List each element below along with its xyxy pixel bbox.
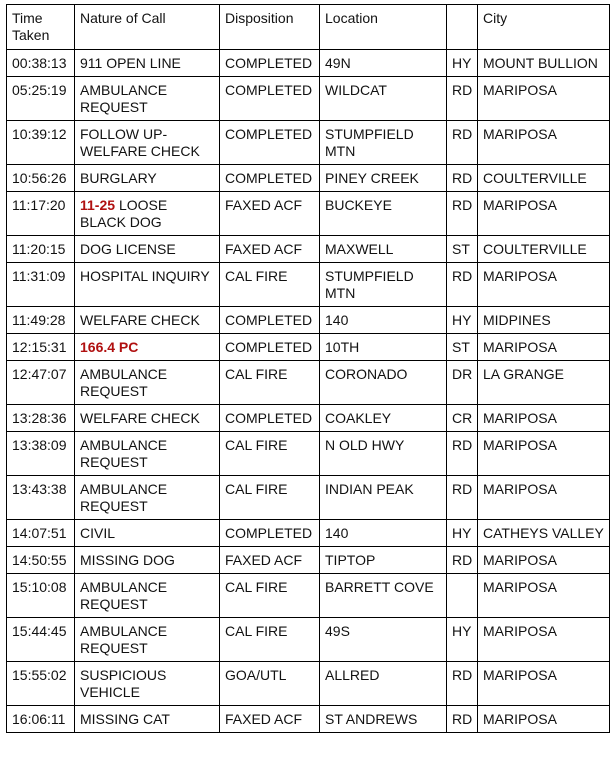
city-cell: MARIPOSA — [478, 121, 610, 165]
location-cell: STUMPFIELD MTN — [320, 121, 447, 165]
city-cell: LA GRANGE — [478, 361, 610, 405]
time-cell: 14:50:55 — [7, 547, 75, 574]
nature-text: AMBULANCE REQUEST — [80, 366, 168, 399]
city-cell: MARIPOSA — [478, 574, 610, 618]
time-cell: 15:55:02 — [7, 662, 75, 706]
location-cell: ST ANDREWS — [320, 706, 447, 733]
disposition-cell: FAXED ACF — [220, 706, 320, 733]
location-cell: PINEY CREEK — [320, 165, 447, 192]
city-cell: COULTERVILLE — [478, 165, 610, 192]
time-cell: 10:56:26 — [7, 165, 75, 192]
suffix-cell: HY — [447, 618, 478, 662]
nature-cell — [75, 662, 220, 706]
table-row — [7, 405, 610, 432]
location-cell: MAXWELL — [320, 236, 447, 263]
nature-text: AMBULANCE REQUEST — [80, 481, 168, 514]
location-cell: INDIAN PEAK — [320, 476, 447, 520]
city-cell: MARIPOSA — [478, 432, 610, 476]
time-cell: 11:17:20 — [7, 192, 75, 236]
time-cell: 13:38:09 — [7, 432, 75, 476]
location-cell: TIPTOP — [320, 547, 447, 574]
location-cell: 49N — [320, 50, 447, 77]
nature-text: AMBULANCE REQUEST — [80, 82, 168, 115]
disposition-cell: COMPLETED — [220, 405, 320, 432]
disposition-cell: COMPLETED — [220, 50, 320, 77]
city-cell: MIDPINES — [478, 307, 610, 334]
nature-cell — [75, 50, 220, 77]
time-cell: 11:49:28 — [7, 307, 75, 334]
suffix-cell: RD — [447, 192, 478, 236]
city-cell: COULTERVILLE — [478, 236, 610, 263]
nature-text: LOOSE BLACK DOG — [80, 197, 168, 230]
table-row — [7, 547, 610, 574]
city-cell: MARIPOSA — [478, 405, 610, 432]
city-cell: MARIPOSA — [478, 547, 610, 574]
nature-cell — [75, 476, 220, 520]
city-cell: MARIPOSA — [478, 77, 610, 121]
location-cell: COAKLEY — [320, 405, 447, 432]
table-row — [7, 334, 610, 361]
nature-cell — [75, 236, 220, 263]
nature-text: BURGLARY — [80, 170, 157, 186]
table-row — [7, 307, 610, 334]
suffix-cell: RD — [447, 263, 478, 307]
nature-text: DOG LICENSE — [80, 241, 176, 257]
suffix-cell: CR — [447, 405, 478, 432]
nature-cell — [75, 574, 220, 618]
header-suffix — [447, 5, 478, 50]
city-cell: MARIPOSA — [478, 263, 610, 307]
city-cell: MARIPOSA — [478, 334, 610, 361]
nature-cell — [75, 706, 220, 733]
table-row — [7, 77, 610, 121]
disposition-cell: FAXED ACF — [220, 192, 320, 236]
code-label: 11-25 — [80, 197, 116, 213]
nature-cell — [75, 263, 220, 307]
table-row — [7, 121, 610, 165]
nature-text: WELFARE CHECK — [80, 410, 200, 426]
city-cell: MARIPOSA — [478, 618, 610, 662]
nature-text: AMBULANCE REQUEST — [80, 579, 168, 612]
suffix-cell: RD — [447, 547, 478, 574]
nature-cell — [75, 307, 220, 334]
time-cell: 05:25:19 — [7, 77, 75, 121]
table-row — [7, 361, 610, 405]
nature-cell — [75, 361, 220, 405]
nature-cell — [75, 334, 220, 361]
time-cell: 11:20:15 — [7, 236, 75, 263]
city-cell: CATHEYS VALLEY — [478, 520, 610, 547]
nature-cell — [75, 165, 220, 192]
location-cell: 140 — [320, 520, 447, 547]
header-location: Location — [320, 5, 447, 50]
city-cell: MARIPOSA — [478, 476, 610, 520]
suffix-cell: RD — [447, 662, 478, 706]
table-row — [7, 520, 610, 547]
disposition-cell: CAL FIRE — [220, 574, 320, 618]
location-cell: WILDCAT — [320, 77, 447, 121]
nature-cell — [75, 432, 220, 476]
suffix-cell: HY — [447, 307, 478, 334]
nature-cell — [75, 121, 220, 165]
location-cell: 49S — [320, 618, 447, 662]
location-cell: 10TH — [320, 334, 447, 361]
header-row — [7, 5, 610, 50]
time-cell: 12:47:07 — [7, 361, 75, 405]
nature-cell — [75, 405, 220, 432]
nature-text: AMBULANCE REQUEST — [80, 623, 168, 656]
time-cell: 12:15:31 — [7, 334, 75, 361]
call-log-table — [6, 4, 610, 733]
table-row — [7, 706, 610, 733]
disposition-cell: FAXED ACF — [220, 547, 320, 574]
suffix-cell — [447, 574, 478, 618]
time-cell: 13:43:38 — [7, 476, 75, 520]
time-cell: 15:10:08 — [7, 574, 75, 618]
location-cell: 140 — [320, 307, 447, 334]
location-cell: BUCKEYE — [320, 192, 447, 236]
table-row — [7, 476, 610, 520]
code-label: 166.4 PC — [80, 339, 139, 355]
suffix-cell: HY — [447, 50, 478, 77]
table-row — [7, 618, 610, 662]
city-cell: MARIPOSA — [478, 706, 610, 733]
location-cell: CORONADO — [320, 361, 447, 405]
disposition-cell: CAL FIRE — [220, 432, 320, 476]
time-cell: 15:44:45 — [7, 618, 75, 662]
nature-text: SUSPICIOUS VEHICLE — [80, 667, 167, 700]
suffix-cell: RD — [447, 432, 478, 476]
table-row — [7, 662, 610, 706]
table-row — [7, 574, 610, 618]
nature-text: MISSING CAT — [80, 711, 170, 727]
nature-cell — [75, 618, 220, 662]
nature-text: MISSING DOG — [80, 552, 175, 568]
nature-text: HOSPITAL INQUIRY — [80, 268, 210, 284]
location-cell: STUMPFIELD MTN — [320, 263, 447, 307]
disposition-cell: COMPLETED — [220, 307, 320, 334]
nature-text: WELFARE CHECK — [80, 312, 200, 328]
disposition-cell: COMPLETED — [220, 334, 320, 361]
location-cell: BARRETT COVE — [320, 574, 447, 618]
suffix-cell: HY — [447, 520, 478, 547]
suffix-cell: RD — [447, 706, 478, 733]
time-cell: 14:07:51 — [7, 520, 75, 547]
table-row — [7, 50, 610, 77]
disposition-cell: CAL FIRE — [220, 263, 320, 307]
nature-text: CIVIL — [80, 525, 116, 541]
table-row — [7, 192, 610, 236]
disposition-cell: COMPLETED — [220, 77, 320, 121]
header-nature-of-call: Nature of Call — [75, 5, 220, 50]
suffix-cell: DR — [447, 361, 478, 405]
disposition-cell: COMPLETED — [220, 121, 320, 165]
nature-cell — [75, 192, 220, 236]
disposition-cell: CAL FIRE — [220, 476, 320, 520]
nature-text: FOLLOW UP- WELFARE CHECK — [80, 126, 200, 159]
location-cell: ALLRED — [320, 662, 447, 706]
suffix-cell: RD — [447, 77, 478, 121]
table-row — [7, 236, 610, 263]
city-cell: MARIPOSA — [478, 192, 610, 236]
disposition-cell: CAL FIRE — [220, 361, 320, 405]
suffix-cell: RD — [447, 476, 478, 520]
disposition-cell: FAXED ACF — [220, 236, 320, 263]
suffix-cell: RD — [447, 165, 478, 192]
suffix-cell: ST — [447, 334, 478, 361]
disposition-cell: COMPLETED — [220, 520, 320, 547]
nature-text: AMBULANCE REQUEST — [80, 437, 168, 470]
time-cell: 00:38:13 — [7, 50, 75, 77]
time-cell: 11:31:09 — [7, 263, 75, 307]
disposition-cell: COMPLETED — [220, 165, 320, 192]
disposition-cell: CAL FIRE — [220, 618, 320, 662]
nature-cell — [75, 77, 220, 121]
table-row — [7, 263, 610, 307]
nature-cell — [75, 520, 220, 547]
time-cell: 16:06:11 — [7, 706, 75, 733]
header-time-taken: Time Taken — [7, 5, 75, 50]
nature-cell — [75, 547, 220, 574]
header-disposition: Disposition — [220, 5, 320, 50]
disposition-cell: GOA/UTL — [220, 662, 320, 706]
table-row — [7, 432, 610, 476]
suffix-cell: RD — [447, 121, 478, 165]
time-cell: 10:39:12 — [7, 121, 75, 165]
time-cell: 13:28:36 — [7, 405, 75, 432]
table-row — [7, 165, 610, 192]
header-city: City — [478, 5, 610, 50]
city-cell: MARIPOSA — [478, 662, 610, 706]
suffix-cell: ST — [447, 236, 478, 263]
nature-text: 911 OPEN LINE — [80, 55, 181, 71]
location-cell: N OLD HWY — [320, 432, 447, 476]
city-cell: MOUNT BULLION — [478, 50, 610, 77]
